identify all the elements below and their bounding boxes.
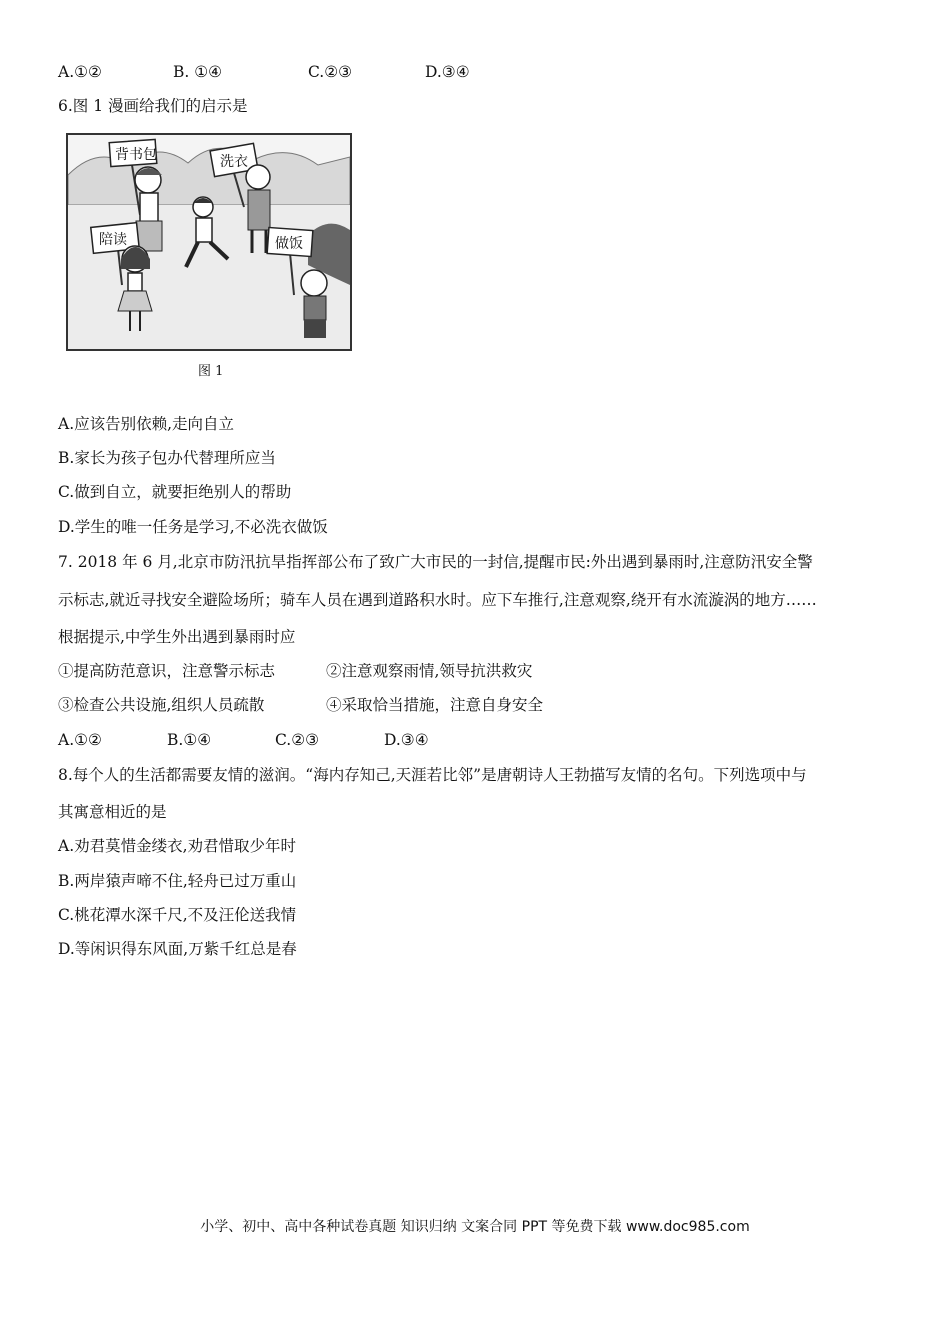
q8-stem-line1: 8.每个人的生活都需要友情的滋润。“海内存知己,天涯若比邻”是唐朝诗人王勃描写友情的名句。下列选项中与 bbox=[58, 766, 807, 784]
sign-text-cook: 做饭 bbox=[275, 236, 303, 252]
q6-option-a: A.应该告别依赖,走向自立 bbox=[58, 415, 235, 433]
sign-text-laundry: 洗衣 bbox=[220, 154, 248, 170]
page-footer: 小学、初中、高中各种试卷真题 知识归纳 文案合同 PPT 等免费下载 www.doc985.com bbox=[200, 1219, 750, 1235]
q7-item-1: ①提高防范意识，注意警示标志 bbox=[58, 662, 276, 680]
q6-option-c: C.做到自立，就要拒绝别人的帮助 bbox=[58, 483, 292, 501]
q7-option-b: B.①④ bbox=[167, 731, 212, 749]
q5-option-b: B. ①④ bbox=[173, 63, 223, 81]
q5-option-d: D.③④ bbox=[425, 63, 470, 81]
q7-stem-line3: 根据提示,中学生外出遇到暴雨时应 bbox=[58, 628, 296, 646]
q6-option-d: D.学生的唯一任务是学习,不必洗衣做饭 bbox=[58, 518, 328, 536]
sign-text-bag: 背书包 bbox=[115, 147, 157, 163]
q7-items-row2 bbox=[58, 694, 543, 716]
q7-option-a: A.①② bbox=[58, 731, 102, 749]
q7-stem-line1: 7. 2018 年 6 月,北京市防汛抗旱指挥部公布了致广大市民的一封信,提醒市民:外出遇到暴雨时,注意防汛安全警 bbox=[58, 553, 813, 571]
q7-stem-line2: 示标志,就近寻找安全避险场所；骑车人员在遇到道路积水时。应下车推行,注意观察,绕开有水流漩涡的地方…… bbox=[58, 591, 817, 609]
q8-stem-line2: 其寓意相近的是 bbox=[58, 803, 167, 821]
q5-option-c: C.②③ bbox=[308, 63, 353, 81]
figure-caption: 图 1 bbox=[198, 364, 224, 379]
sign-text-study: 陪读 bbox=[99, 232, 127, 248]
q7-option-c: C.②③ bbox=[275, 731, 320, 749]
cartoon-figure bbox=[66, 133, 352, 351]
q7-options bbox=[58, 729, 429, 751]
cartoon-illustration bbox=[68, 135, 350, 349]
q7-item-4: ④采取恰当措施，注意自身安全 bbox=[326, 696, 544, 714]
q7-items-row1 bbox=[58, 660, 532, 682]
q7-item-3: ③检查公共设施,组织人员疏散 bbox=[58, 696, 265, 714]
q6-option-b: B.家长为孩子包办代替理所应当 bbox=[58, 449, 276, 467]
q8-option-a: A.劝君莫惜金缕衣,劝君惜取少年时 bbox=[58, 837, 297, 855]
q8-option-b: B.两岸猿声啼不住,轻舟已过万重山 bbox=[58, 872, 297, 890]
q6-stem: 6.图 1 漫画给我们的启示是 bbox=[58, 97, 248, 115]
q5-options bbox=[58, 61, 470, 83]
q8-option-d: D.等闲识得东风面,万紫千红总是春 bbox=[58, 940, 297, 958]
q8-option-c: C.桃花潭水深千尺,不及汪伦送我情 bbox=[58, 906, 297, 924]
q7-item-2: ②注意观察雨情,领导抗洪救灾 bbox=[326, 662, 533, 680]
q7-option-d: D.③④ bbox=[384, 731, 429, 749]
q5-option-a: A.①② bbox=[58, 63, 102, 81]
